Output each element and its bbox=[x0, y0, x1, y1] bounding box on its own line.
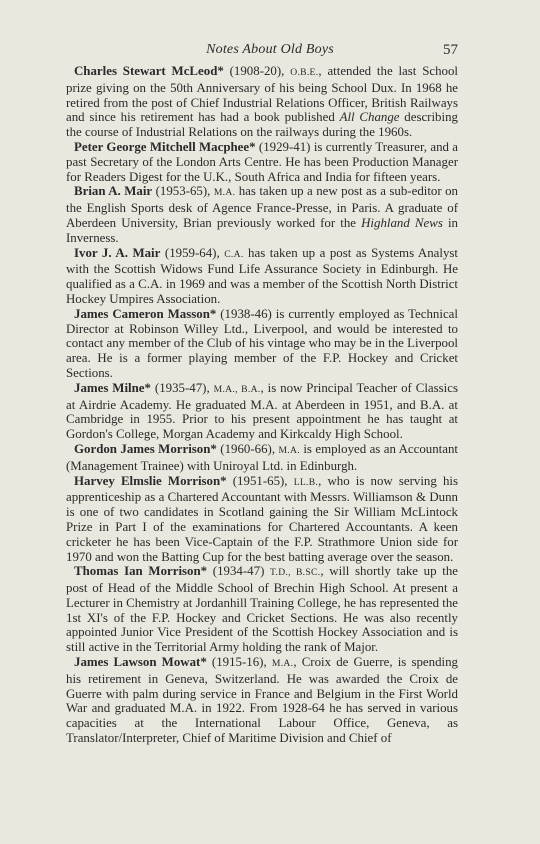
school-years: (1951-65), bbox=[226, 473, 294, 488]
degrees: LL.B. bbox=[293, 476, 319, 488]
school-years: (1935-47), bbox=[150, 380, 214, 395]
entry-text: has taken up a new post as a sub-editor on the English Sports desk of Agence France-Presse, in Paris. A graduate of Aberdeen University, Brian previously worked for the bbox=[66, 184, 458, 230]
entry-text: , is now Principal Teacher of Classics at Airdrie Academy. He graduated M.A. at Aberdeen in 1951, and B.A. at Cambridge in 1955. Prior to his present appointment he has taught at Gordon's College, Morgan Academy and Kirkcaldy High School. bbox=[66, 380, 458, 442]
person-name: James Lawson Mowat* bbox=[74, 655, 207, 670]
entry-text: is currently employed as Technical Director at Robinson Willey Ltd., Liverpool, and would be interested to contact any member of the Club of his vintage who may be in the Liverpool area. He is a former playing member of the F.P. Hockey and Cricket Sections. bbox=[66, 306, 458, 380]
entry-mcleod bbox=[66, 64, 458, 140]
entry-text-continued: in Inverness. bbox=[66, 215, 459, 245]
school-years: (1953-65), bbox=[152, 184, 214, 199]
notes-text bbox=[66, 64, 458, 746]
school-years: (1960-66), bbox=[216, 441, 279, 456]
person-name: Brian A. Mair bbox=[74, 184, 153, 199]
person-name: Ivor J. A. Mair bbox=[74, 245, 161, 260]
entry-text-continued: describing the course of Industrial Relations on the railways during the 1960s. bbox=[66, 110, 458, 140]
page-header bbox=[0, 42, 540, 62]
degrees: O.B.E. bbox=[290, 67, 319, 78]
entry-text: has taken up a post as Systems Analyst with the Scottish Widows Fund Life Assurance Society in Edinburgh. He qualified as a C.A. in 1969 and was a member of the Scottish North District Hockey Umpires Association. bbox=[66, 245, 459, 306]
entry-macphee bbox=[66, 140, 458, 184]
page-number: 57 bbox=[443, 42, 458, 58]
entry-mowat bbox=[66, 655, 458, 746]
degrees: M.A., B.A. bbox=[213, 383, 261, 395]
degrees: M.A. bbox=[213, 187, 236, 199]
school-years: (1929-41) bbox=[255, 139, 314, 154]
entry-text: , Croix de Guerre, is spending his retirement in Geneva, Switzerland. He was awarded the Croix de Guerre with palm during service in France and Belgium in the First World War and graduated M.A. in 1922. From 1928-64 he has served in various capacities at the International Labour Office, Geneva, as Translator/Interpreter, Chief of Maritime Division and Chief of bbox=[66, 655, 459, 746]
newspaper-title: Highland News bbox=[361, 215, 443, 230]
entry-text: , who is now serving his apprenticeship as a Chartered Accountant with Messrs. Williamson & Dunn is one of two candidates in Scotland gaining the Sir William McLintock Prize in Part I of the examinations for Chartered Accountants. A keen cricketer he has been Vice-Captain of the F.P. Strathmore Union side for 1970 and won the Batting Cup for the best batting average over the season. bbox=[66, 473, 459, 564]
school-years: (1938-46) bbox=[216, 306, 276, 321]
book-title: All Change bbox=[339, 110, 400, 125]
person-name: James Cameron Masson* bbox=[74, 306, 217, 321]
school-years: (1934-47) bbox=[207, 564, 271, 579]
entry-ivor-mair bbox=[66, 246, 458, 307]
entry-harvey-morrison bbox=[66, 474, 458, 565]
entry-thomas-morrison bbox=[66, 564, 458, 655]
entry-brian-mair bbox=[66, 184, 458, 245]
entry-text: , will shortly take up the post of Head of the Middle School of Brechin High School. At present a Lecturer in Chemistry at Jordanhill Training College, he has represented the 1st XI's of the F.P. Hockey and Cricket Sections. He was also recently appointed Junior Vice President of the Scottish Hockey Association and is still active in the Territorial Army holding the rank of Major. bbox=[66, 564, 459, 655]
school-years: (1908-20), bbox=[223, 64, 291, 78]
entry-masson bbox=[66, 307, 458, 381]
entry-text: is employed as an Accountant (Management Trainee) with Uniroyal Ltd. in Edinburgh. bbox=[66, 441, 459, 473]
entry-gordon-morrison bbox=[66, 442, 458, 474]
degrees: T.D., B.SC. bbox=[270, 567, 321, 579]
person-name: Gordon James Morrison* bbox=[74, 441, 217, 456]
person-name: James Milne* bbox=[74, 380, 151, 395]
degrees: M.A. bbox=[278, 444, 300, 456]
running-title: Notes About Old Boys bbox=[206, 42, 334, 57]
person-name: Charles Stewart McLeod* bbox=[74, 64, 224, 78]
school-years: (1915-16), bbox=[206, 655, 272, 670]
entry-milne bbox=[66, 381, 458, 442]
degrees: C.A. bbox=[224, 248, 244, 260]
person-name: Harvey Elmslie Morrison* bbox=[74, 473, 227, 488]
entry-text: is currently Treasurer, and a past Secretary of the London Arts Centre. He has been Production Manager for Readers Digest for the U.K., South Africa and India for fifteen years. bbox=[66, 139, 459, 184]
degrees: M.A. bbox=[271, 658, 294, 670]
school-years: (1959-64), bbox=[160, 245, 225, 260]
entry-text: , attended the last School prize giving on the 50th Anniversary of his being School Dux. In 1968 he retired from the post of Chief Industrial Relations Officer, British Railways and since his retirement has had a book published bbox=[66, 64, 458, 125]
person-name: Thomas Ian Morrison* bbox=[74, 564, 208, 579]
person-name: Peter George Mitchell Macphee* bbox=[74, 139, 256, 154]
